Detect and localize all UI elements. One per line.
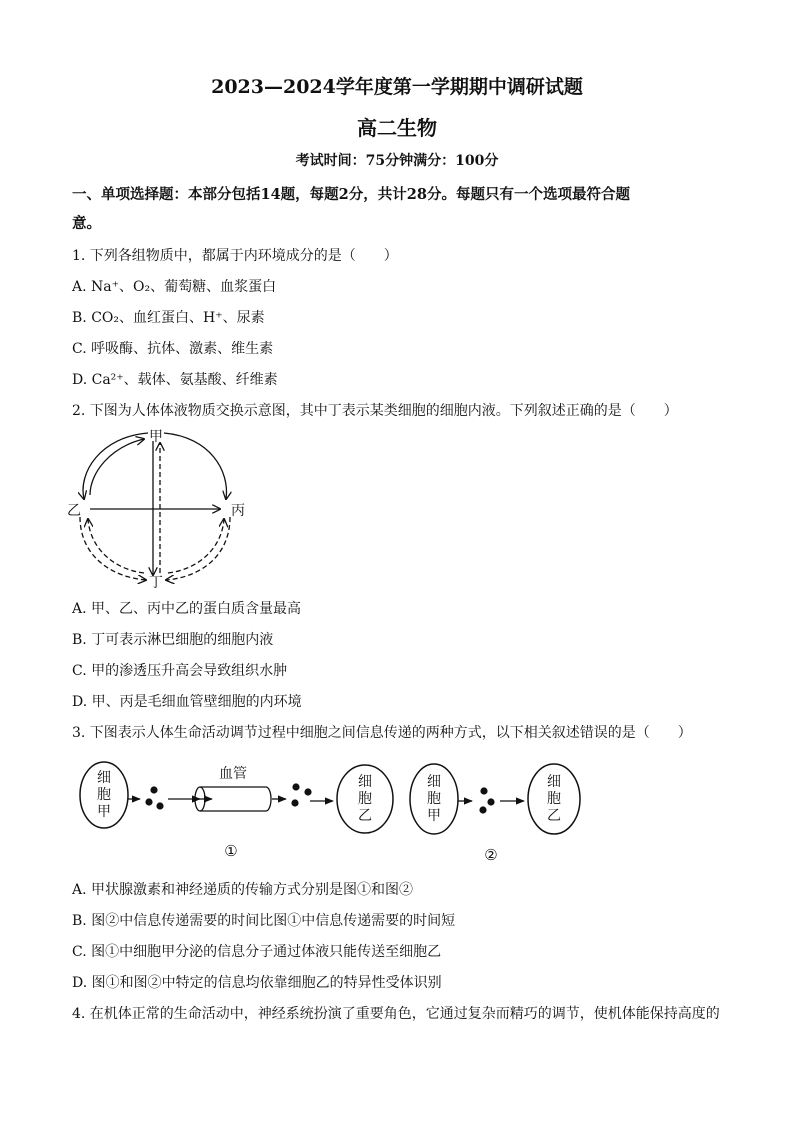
q1-option-c: C. 呼吸酶、抗体、激素、维生素 xyxy=(72,341,274,357)
body-fluid-exchange-diagram xyxy=(60,425,260,590)
q1-option-b: B. CO₂、血红蛋白、H⁺、尿素 xyxy=(72,310,265,326)
q2-option-c: C. 甲的渗透压升高会导致组织水肿 xyxy=(72,663,288,679)
node-yi: 乙 xyxy=(67,503,81,519)
svg-text:细: 细 xyxy=(547,774,561,790)
signal-transmission-diagram xyxy=(70,755,590,870)
fig2-label: ② xyxy=(484,846,498,864)
svg-text:细: 细 xyxy=(358,774,372,790)
svg-text:乙: 乙 xyxy=(358,808,372,824)
svg-text:胞: 胞 xyxy=(427,791,441,807)
svg-text:胞: 胞 xyxy=(547,791,561,807)
section-heading-cont: 意。 xyxy=(72,215,101,232)
q2-option-a: A. 甲、乙、丙中乙的蛋白质含量最高 xyxy=(72,601,302,617)
exam-subject: 高二生物 xyxy=(357,116,437,140)
q3-option-d: D. 图①和图②中特定的信息均依靠细胞乙的特异性受体识别 xyxy=(72,975,442,991)
q2-option-d: D. 甲、丙是毛细血管壁细胞的内环境 xyxy=(72,694,302,710)
svg-text:甲: 甲 xyxy=(427,808,441,824)
exam-title: 2023—2024学年度第一学期期中调研试题 xyxy=(211,76,583,98)
section-heading: 一、单项选择题：本部分包括14题，每题2分，共计28分。每题只有一个选项最符合题 xyxy=(72,186,630,203)
question-1-stem: 1. 下列各组物质中，都属于内环境成分的是（ ） xyxy=(72,248,398,264)
q3-option-c: C. 图①中细胞甲分泌的信息分子通过体液只能传送至细胞乙 xyxy=(72,944,442,960)
q2-option-b: B. 丁可表示淋巴细胞的细胞内液 xyxy=(72,632,274,648)
fig1-label: ① xyxy=(224,842,238,860)
q1-option-a: A. Na⁺、O₂、葡萄糖、血浆蛋白 xyxy=(72,279,277,295)
question-2-stem: 2. 下图为人体体液物质交换示意图，其中丁表示某类细胞的细胞内液。下列叙述正确的是（ ） xyxy=(72,403,678,419)
node-jia: 甲 xyxy=(149,429,163,445)
svg-text:细: 细 xyxy=(97,770,111,786)
question-3-stem: 3. 下图表示人体生命活动调节过程中细胞之间信息传递的两种方式，以下相关叙述错误的是（ ） xyxy=(72,725,692,741)
svg-text:胞: 胞 xyxy=(97,787,111,803)
svg-text:乙: 乙 xyxy=(547,808,561,824)
node-bing: 丙 xyxy=(231,503,245,519)
q3-option-a: A. 甲状腺激素和神经递质的传输方式分别是图①和图② xyxy=(72,882,414,898)
vessel-label: 血管 xyxy=(219,766,247,782)
question-4-stem: 4. 在机体正常的生命活动中，神经系统扮演了重要角色，它通过复杂而精巧的调节，使机体能保持高度的 xyxy=(72,1006,720,1022)
svg-text:胞: 胞 xyxy=(358,791,372,807)
svg-text:甲: 甲 xyxy=(97,804,111,820)
svg-text:细: 细 xyxy=(427,774,441,790)
exam-info: 考试时间：75分钟满分：100分 xyxy=(295,153,499,169)
node-ding: 丁 xyxy=(149,575,163,591)
q3-option-b: B. 图②中信息传递需要的时间比图①中信息传递需要的时间短 xyxy=(72,913,456,929)
q1-option-d: D. Ca²⁺、载体、氨基酸、纤维素 xyxy=(72,372,278,388)
